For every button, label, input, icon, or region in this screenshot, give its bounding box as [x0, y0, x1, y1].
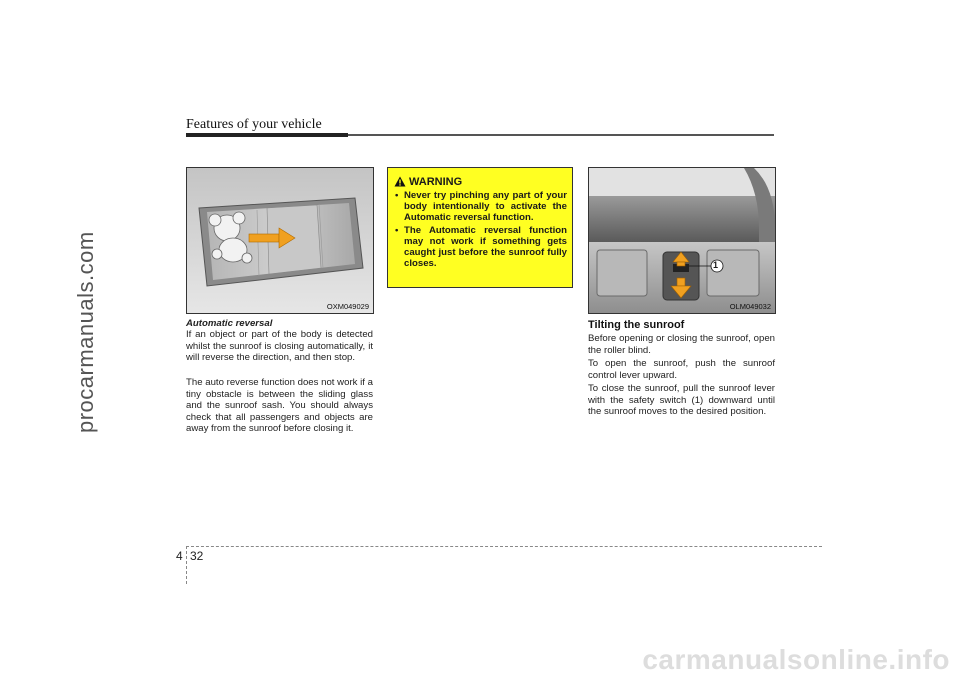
section-header-title: Features of your vehicle — [186, 117, 322, 132]
paragraph-tilt-open: To open the sunroof, push the sunroof control lever upward. — [588, 358, 775, 381]
page-number: 32 — [190, 549, 204, 563]
sunroof-switch-illustration — [589, 168, 775, 313]
figure-code: OXM049029 — [326, 302, 369, 311]
section-title-tilting: Tilting the sunroof — [588, 319, 685, 331]
subheading-automatic-reversal: Automatic reversal — [186, 318, 273, 329]
warning-item: • Never try pinching any part of your body intentionally to activate the Automatic reversal function. — [393, 190, 567, 223]
callout-number: 1 — [713, 260, 719, 270]
figure-automatic-reversal — [186, 167, 374, 314]
header-rule-thin — [348, 134, 774, 136]
warning-triangle-icon — [394, 176, 406, 187]
header-rule-dark — [186, 133, 348, 137]
paragraph-reversal-caution: The auto reverse function does not work if a tiny obstacle is between the sliding glass and the sunroof sash. You should always check that all passengers and objects are away from the sunroof before closing it. — [186, 377, 373, 435]
footer-rule — [186, 546, 822, 547]
watermark-site-bottom: carmanualsonline.info — [642, 644, 950, 675]
chapter-number: 4 — [176, 549, 183, 563]
figure-tilt-switch — [588, 167, 776, 314]
watermark-site-vertical: procarmanuals.com — [73, 231, 98, 433]
footer-divider — [186, 546, 187, 584]
warning-item: • The Automatic reversal function may not work if something gets caught just before the sunroof fully closes. — [393, 225, 567, 269]
figure-code: OLM049032 — [729, 302, 771, 311]
warning-title: WARNING — [409, 176, 463, 188]
paragraph-tilt-close: To close the sunroof, pull the sunroof lever with the safety switch (1) downward until the sunroof moves to the desired position. — [588, 383, 775, 418]
warning-list — [393, 190, 567, 271]
paragraph-reversal-detect: If an object or part of the body is detected whilst the sunroof is closing automatically, it will reverse the direction, and then stop. — [186, 329, 373, 364]
paragraph-tilt-blind: Before opening or closing the sunroof, open the roller blind. — [588, 333, 775, 356]
sunroof-reversal-illustration — [187, 168, 373, 313]
